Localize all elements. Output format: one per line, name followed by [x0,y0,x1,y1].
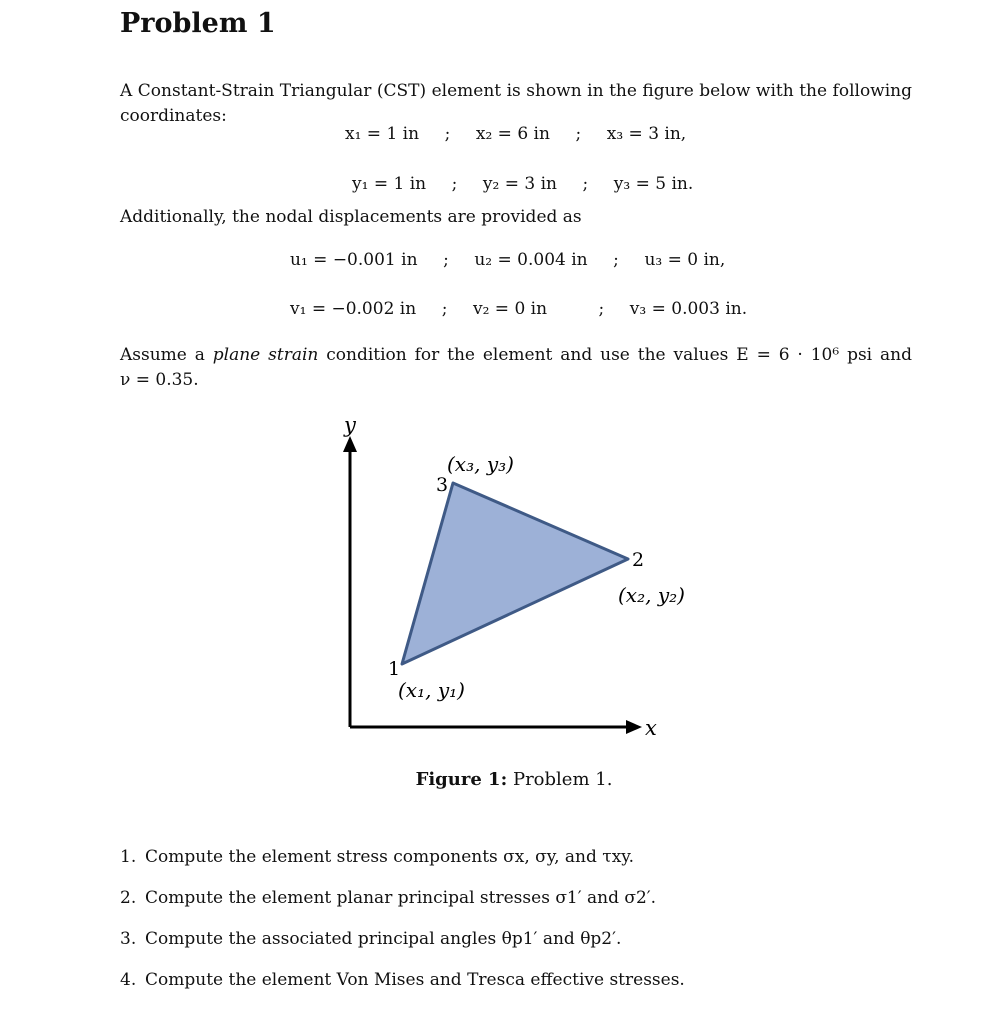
coord-y3: y₃ = 5 in. [613,174,694,194]
question-list [120,845,685,1009]
separator: ; [613,250,619,270]
list-item-number: 1. [120,847,137,867]
separator: ; [451,174,458,194]
list-item-text: Compute the element Von Mises and Tresca effective stresses. [145,970,685,990]
coord-x3: x₃ = 3 in, [606,124,687,144]
list-item [120,927,685,968]
assume-pre: Assume a [120,345,205,365]
coord-y2: y₂ = 3 in [482,174,557,194]
additional-text: Additionally, the nodal displacements are provided as [120,207,582,227]
x-axis-label: x [645,716,657,740]
node-2-number: 2 [632,549,645,571]
list-item-number: 3. [120,929,137,949]
assume-poisson: ν = 0.35. [120,370,199,390]
y-axis-label: y [344,413,356,437]
list-item-text: Compute the element stress components σx, σy, and τxy. [145,847,635,867]
separator: ; [598,299,605,319]
separator: ; [575,124,582,144]
list-item-number: 2. [120,888,137,908]
node-2-label: (x₂, y₂) [618,583,685,607]
separator: ; [582,174,589,194]
coord-x2: x₂ = 6 in [475,124,550,144]
list-item [120,968,685,1009]
assume-modulus: E = 6 · 10⁶ psi and [736,345,912,365]
y-axis-arrowhead [343,436,357,452]
separator: ; [441,299,448,319]
separator: ; [444,124,451,144]
page-title: Problem 1 [120,8,276,39]
node-3-label: (x₃, y₃) [447,452,514,476]
coord-y1: y₁ = 1 in [352,174,427,194]
disp-v3: v₃ = 0.003 in. [629,299,748,319]
caption-text: Problem 1. [512,769,613,790]
separator: ; [443,250,449,270]
disp-v2: v₂ = 0 in [472,299,548,319]
assume-emphasis: plane strain [212,345,319,365]
list-item [120,886,685,927]
disp-u3: u₃ = 0 in, [644,250,726,270]
disp-v1: v₁ = −0.002 in [290,299,417,319]
x-axis-arrowhead [626,720,642,734]
node-1-number: 1 [388,658,401,680]
list-item-text: Compute the element planar principal stresses σ1′ and σ2′. [145,888,657,908]
coord-x1: x₁ = 1 in [345,124,420,144]
intro-paragraph: A Constant-Strain Triangular (CST) element is shown in the figure below with the following coordinates: [120,81,912,126]
list-item-number: 4. [120,970,137,990]
disp-u1: u₁ = −0.001 in [290,250,418,270]
list-item [120,845,685,886]
figure-caption [0,769,985,790]
list-item-text: Compute the associated principal angles θp1′ and θp2′. [145,929,622,949]
node-3-number: 3 [436,474,449,496]
disp-u2: u₂ = 0.004 in [474,250,588,270]
caption-label: Figure 1: [415,769,508,790]
triangle-element [402,483,628,664]
node-1-label: (x₁, y₁) [398,678,465,702]
assume-post: condition for the element and use the values [326,345,729,365]
